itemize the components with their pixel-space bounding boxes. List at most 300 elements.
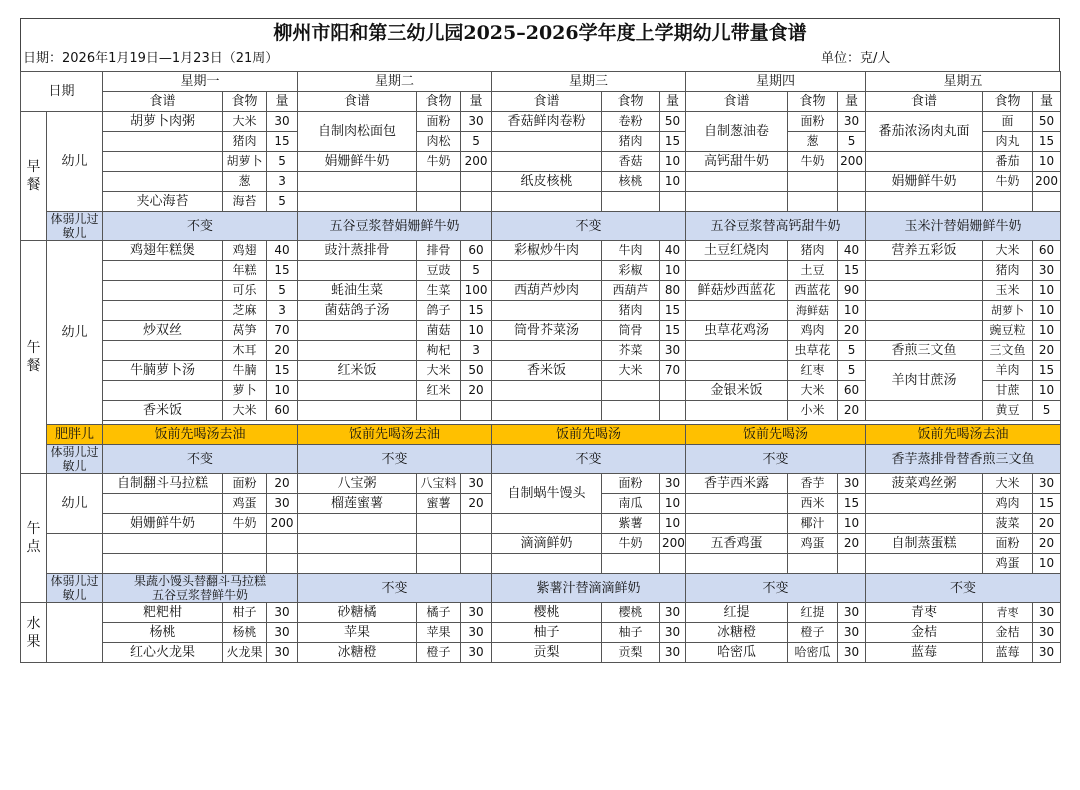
empty-cell bbox=[298, 534, 417, 554]
day-thu: 星期四 bbox=[686, 72, 866, 92]
food: 香芋 bbox=[788, 474, 838, 494]
food: 芥菜 bbox=[602, 341, 660, 361]
day-header-row bbox=[21, 72, 1061, 92]
qty: 15 bbox=[660, 301, 686, 321]
weak-note: 玉米汁替娟姗鲜牛奶 bbox=[866, 212, 1061, 241]
food: 葱 bbox=[223, 172, 267, 192]
dish: 八宝粥 bbox=[298, 474, 417, 494]
weak-group: 体弱儿过敏儿 bbox=[47, 212, 103, 241]
breakfast-label: 早餐 bbox=[21, 112, 47, 241]
food: 哈密瓜 bbox=[788, 643, 838, 663]
weak-note: 不变 bbox=[686, 574, 866, 603]
empty-cell bbox=[103, 381, 223, 401]
food: 面 bbox=[983, 112, 1033, 132]
weak-note-mon bbox=[103, 574, 298, 603]
dish: 蓝莓 bbox=[866, 643, 983, 663]
food: 青枣 bbox=[983, 603, 1033, 623]
food: 豌豆粒 bbox=[983, 321, 1033, 341]
empty-cell bbox=[298, 261, 417, 281]
qty: 10 bbox=[461, 321, 492, 341]
food: 牛肉 bbox=[602, 241, 660, 261]
empty-cell bbox=[492, 261, 602, 281]
empty-cell bbox=[686, 172, 788, 192]
qty: 10 bbox=[267, 381, 298, 401]
empty-cell bbox=[417, 401, 461, 421]
empty-cell bbox=[866, 321, 983, 341]
qty: 30 bbox=[1033, 474, 1061, 494]
weak-note: 紫薯汁替滴滴鲜奶 bbox=[492, 574, 686, 603]
food: 黄豆 bbox=[983, 401, 1033, 421]
date-header: 日期 bbox=[21, 72, 103, 112]
subheader bbox=[20, 47, 1060, 71]
obese-note: 饭前先喝汤 bbox=[492, 425, 686, 445]
dish: 高钙甜牛奶 bbox=[686, 152, 788, 172]
dish: 土豆红烧肉 bbox=[686, 241, 788, 261]
lunch-label: 午餐 bbox=[21, 241, 47, 474]
food: 甘蔗 bbox=[983, 381, 1033, 401]
empty-cell bbox=[461, 192, 492, 212]
empty-cell bbox=[298, 554, 417, 574]
qty: 90 bbox=[838, 281, 866, 301]
empty-cell bbox=[461, 534, 492, 554]
dish: 菠菜鸡丝粥 bbox=[866, 474, 983, 494]
food: 西米 bbox=[788, 494, 838, 514]
qty: 10 bbox=[838, 301, 866, 321]
food: 核桃 bbox=[602, 172, 660, 192]
col-food: 食物 bbox=[788, 92, 838, 112]
food: 柚子 bbox=[602, 623, 660, 643]
food: 牛腩 bbox=[223, 361, 267, 381]
dish: 娟姗鲜牛奶 bbox=[103, 514, 223, 534]
food: 鸽子 bbox=[417, 301, 461, 321]
dish: 贡梨 bbox=[492, 643, 602, 663]
qty: 15 bbox=[1033, 132, 1061, 152]
day-fri: 星期五 bbox=[866, 72, 1061, 92]
obese-note: 饭前先喝汤去油 bbox=[866, 425, 1061, 445]
food: 牛奶 bbox=[788, 152, 838, 172]
qty: 30 bbox=[660, 603, 686, 623]
qty: 5 bbox=[461, 132, 492, 152]
obese-group: 肥胖儿 bbox=[47, 425, 103, 445]
col-recipe: 食谱 bbox=[103, 92, 223, 112]
dish: 金银米饭 bbox=[686, 381, 788, 401]
qty: 15 bbox=[1033, 361, 1061, 381]
food: 土豆 bbox=[788, 261, 838, 281]
empty-cell bbox=[492, 554, 602, 574]
empty-cell bbox=[492, 152, 602, 172]
dish: 纸皮核桃 bbox=[492, 172, 602, 192]
weak-note: 不变 bbox=[298, 574, 492, 603]
qty: 3 bbox=[461, 341, 492, 361]
qty: 30 bbox=[838, 112, 866, 132]
empty-cell bbox=[417, 172, 461, 192]
food: 牛奶 bbox=[983, 172, 1033, 192]
food: 鸡肉 bbox=[983, 494, 1033, 514]
qty: 20 bbox=[838, 534, 866, 554]
qty: 30 bbox=[267, 643, 298, 663]
food: 虫草花 bbox=[788, 341, 838, 361]
dish: 胡萝卜肉粥 bbox=[103, 112, 223, 132]
empty-cell bbox=[838, 172, 866, 192]
weak-group: 体弱儿过敏儿 bbox=[47, 574, 103, 603]
col-qty: 量 bbox=[660, 92, 686, 112]
dish: 牛腩萝卜汤 bbox=[103, 361, 223, 381]
empty-cell bbox=[103, 172, 223, 192]
food: 面粉 bbox=[417, 112, 461, 132]
qty: 20 bbox=[267, 474, 298, 494]
dish: 自制蒸蛋糕 bbox=[866, 534, 983, 554]
empty-cell bbox=[417, 554, 461, 574]
qty: 20 bbox=[461, 494, 492, 514]
food: 莴笋 bbox=[223, 321, 267, 341]
food: 木耳 bbox=[223, 341, 267, 361]
qty: 15 bbox=[267, 261, 298, 281]
qty: 20 bbox=[1033, 341, 1061, 361]
day-wed: 星期三 bbox=[492, 72, 686, 92]
dish: 滴滴鲜奶 bbox=[492, 534, 602, 554]
col-food: 食物 bbox=[983, 92, 1033, 112]
food: 海鲜菇 bbox=[788, 301, 838, 321]
qty: 20 bbox=[267, 341, 298, 361]
qty: 50 bbox=[1033, 112, 1061, 132]
qty: 5 bbox=[838, 341, 866, 361]
food: 面粉 bbox=[223, 474, 267, 494]
empty-cell bbox=[686, 401, 788, 421]
dish: 粑粑柑 bbox=[103, 603, 223, 623]
empty-cell bbox=[686, 554, 788, 574]
food: 排骨 bbox=[417, 241, 461, 261]
qty: 15 bbox=[660, 132, 686, 152]
empty-cell bbox=[866, 494, 983, 514]
weak-note-line: 五谷豆浆替鲜牛奶 bbox=[152, 588, 249, 602]
food: 杨桃 bbox=[223, 623, 267, 643]
qty: 30 bbox=[267, 494, 298, 514]
food: 鸡肉 bbox=[788, 321, 838, 341]
empty-cell bbox=[788, 192, 838, 212]
food: 面粉 bbox=[602, 474, 660, 494]
qty: 15 bbox=[461, 301, 492, 321]
food: 可乐 bbox=[223, 281, 267, 301]
empty-cell bbox=[788, 554, 838, 574]
dish: 樱桃 bbox=[492, 603, 602, 623]
empty-cell bbox=[267, 534, 298, 554]
food: 胡萝卜 bbox=[223, 152, 267, 172]
qty: 10 bbox=[660, 494, 686, 514]
dish: 香米饭 bbox=[103, 401, 223, 421]
dish: 柚子 bbox=[492, 623, 602, 643]
qty: 40 bbox=[267, 241, 298, 261]
qty: 3 bbox=[267, 172, 298, 192]
qty: 15 bbox=[267, 132, 298, 152]
dish: 红提 bbox=[686, 603, 788, 623]
qty: 10 bbox=[1033, 281, 1061, 301]
food: 牛奶 bbox=[417, 152, 461, 172]
empty-cell bbox=[983, 192, 1033, 212]
qty: 30 bbox=[660, 341, 686, 361]
qty: 30 bbox=[1033, 643, 1061, 663]
qty: 20 bbox=[1033, 514, 1061, 534]
qty: 50 bbox=[660, 112, 686, 132]
food: 香菇 bbox=[602, 152, 660, 172]
food: 面粉 bbox=[788, 112, 838, 132]
food: 海苔 bbox=[223, 192, 267, 212]
empty-cell bbox=[103, 261, 223, 281]
dish: 青枣 bbox=[866, 603, 983, 623]
snack-row bbox=[21, 474, 1061, 494]
qty: 10 bbox=[660, 152, 686, 172]
food: 鸡蛋 bbox=[788, 534, 838, 554]
snack-label: 午点 bbox=[21, 474, 47, 603]
qty: 10 bbox=[660, 514, 686, 534]
lunch-row bbox=[21, 281, 1061, 301]
lunch-row bbox=[21, 301, 1061, 321]
col-recipe: 食谱 bbox=[866, 92, 983, 112]
empty-cell bbox=[660, 401, 686, 421]
col-food: 食物 bbox=[417, 92, 461, 112]
empty-cell bbox=[492, 514, 602, 534]
food: 猪肉 bbox=[788, 241, 838, 261]
child-group: 幼儿 bbox=[47, 112, 103, 212]
qty: 200 bbox=[660, 534, 686, 554]
food: 蜜薯 bbox=[417, 494, 461, 514]
empty-cell bbox=[866, 401, 983, 421]
food: 红提 bbox=[788, 603, 838, 623]
empty-cell bbox=[686, 301, 788, 321]
weak-note: 五谷豆浆替娟姗鲜牛奶 bbox=[298, 212, 492, 241]
empty-cell bbox=[103, 534, 223, 554]
food: 紫薯 bbox=[602, 514, 660, 534]
dish: 榴莲蜜薯 bbox=[298, 494, 417, 514]
snack-row bbox=[21, 514, 1061, 534]
food: 贡梨 bbox=[602, 643, 660, 663]
food: 牛奶 bbox=[602, 534, 660, 554]
child-group: 幼儿 bbox=[47, 474, 103, 534]
snack-row bbox=[21, 554, 1061, 574]
empty-cell bbox=[103, 281, 223, 301]
qty: 30 bbox=[267, 623, 298, 643]
qty: 5 bbox=[838, 361, 866, 381]
qty: 30 bbox=[660, 474, 686, 494]
empty-cell bbox=[492, 301, 602, 321]
menu-table bbox=[20, 71, 1061, 663]
food: 猪肉 bbox=[602, 132, 660, 152]
qty: 20 bbox=[1033, 534, 1061, 554]
empty-cell bbox=[461, 401, 492, 421]
col-qty: 量 bbox=[838, 92, 866, 112]
empty-cell bbox=[838, 554, 866, 574]
col-food: 食物 bbox=[602, 92, 660, 112]
food: 西蓝花 bbox=[788, 281, 838, 301]
qty: 10 bbox=[1033, 301, 1061, 321]
food: 番茄 bbox=[983, 152, 1033, 172]
dish: 冰糖橙 bbox=[686, 623, 788, 643]
dish: 营养五彩饭 bbox=[866, 241, 983, 261]
food: 鸡翅 bbox=[223, 241, 267, 261]
dish: 彩椒炒牛肉 bbox=[492, 241, 602, 261]
qty: 200 bbox=[461, 152, 492, 172]
qty: 20 bbox=[838, 321, 866, 341]
col-qty: 量 bbox=[461, 92, 492, 112]
qty: 20 bbox=[838, 401, 866, 421]
dish: 红米饭 bbox=[298, 361, 417, 381]
qty: 5 bbox=[267, 281, 298, 301]
empty-cell bbox=[492, 132, 602, 152]
qty: 60 bbox=[1033, 241, 1061, 261]
food: 猪肉 bbox=[983, 261, 1033, 281]
qty: 40 bbox=[838, 241, 866, 261]
empty-cell bbox=[267, 554, 298, 574]
food: 八宝料 bbox=[417, 474, 461, 494]
food: 筒骨 bbox=[602, 321, 660, 341]
col-qty: 量 bbox=[267, 92, 298, 112]
dish: 虫草花鸡汤 bbox=[686, 321, 788, 341]
dish: 自制肉松面包 bbox=[298, 112, 417, 152]
empty-cell bbox=[492, 341, 602, 361]
food: 鸡蛋 bbox=[983, 554, 1033, 574]
lunch-row bbox=[21, 321, 1061, 341]
qty: 30 bbox=[838, 643, 866, 663]
empty-cell bbox=[103, 494, 223, 514]
qty: 70 bbox=[267, 321, 298, 341]
qty: 10 bbox=[660, 172, 686, 192]
weak-note: 不变 bbox=[866, 574, 1061, 603]
dish: 哈密瓜 bbox=[686, 643, 788, 663]
fruit-row bbox=[21, 623, 1061, 643]
dish: 砂糖橘 bbox=[298, 603, 417, 623]
empty-cell bbox=[461, 172, 492, 192]
qty: 30 bbox=[461, 603, 492, 623]
weak-note: 不变 bbox=[103, 212, 298, 241]
dish: 杨桃 bbox=[103, 623, 223, 643]
food: 玉米 bbox=[983, 281, 1033, 301]
food: 西葫芦 bbox=[602, 281, 660, 301]
food: 牛奶 bbox=[223, 514, 267, 534]
dish: 西葫芦炒肉 bbox=[492, 281, 602, 301]
qty: 70 bbox=[660, 361, 686, 381]
qty: 60 bbox=[838, 381, 866, 401]
dish: 冰糖橙 bbox=[298, 643, 417, 663]
col-recipe: 食谱 bbox=[298, 92, 417, 112]
empty-cell bbox=[47, 534, 103, 574]
food: 大米 bbox=[788, 381, 838, 401]
qty: 30 bbox=[267, 603, 298, 623]
empty-cell bbox=[866, 554, 983, 574]
empty-cell bbox=[686, 361, 788, 381]
weak-note: 香芋蒸排骨替香煎三文鱼 bbox=[866, 445, 1061, 474]
qty: 30 bbox=[660, 623, 686, 643]
unit-label: 单位：克/人 bbox=[821, 51, 891, 66]
obese-note: 饭前先喝汤 bbox=[686, 425, 866, 445]
empty-cell bbox=[866, 261, 983, 281]
food: 卷粉 bbox=[602, 112, 660, 132]
empty-cell bbox=[866, 514, 983, 534]
food: 红米 bbox=[417, 381, 461, 401]
weak-group: 体弱儿过敏儿 bbox=[47, 445, 103, 474]
qty: 50 bbox=[461, 361, 492, 381]
lunch-row bbox=[21, 361, 1061, 381]
qty: 5 bbox=[461, 261, 492, 281]
dish: 香芋西米露 bbox=[686, 474, 788, 494]
qty: 200 bbox=[1033, 172, 1061, 192]
empty-cell bbox=[298, 341, 417, 361]
empty-cell bbox=[686, 514, 788, 534]
food: 火龙果 bbox=[223, 643, 267, 663]
empty-cell bbox=[103, 301, 223, 321]
qty: 10 bbox=[660, 261, 686, 281]
fruit-row bbox=[21, 603, 1061, 623]
food: 萝卜 bbox=[223, 381, 267, 401]
qty: 15 bbox=[838, 494, 866, 514]
dish: 豉汁蒸排骨 bbox=[298, 241, 417, 261]
food: 三文鱼 bbox=[983, 341, 1033, 361]
qty: 15 bbox=[838, 261, 866, 281]
food: 生菜 bbox=[417, 281, 461, 301]
dish: 苹果 bbox=[298, 623, 417, 643]
weak-note: 不变 bbox=[492, 212, 686, 241]
food: 橘子 bbox=[417, 603, 461, 623]
empty-cell bbox=[223, 534, 267, 554]
fruit-row bbox=[21, 643, 1061, 663]
qty: 60 bbox=[267, 401, 298, 421]
empty-cell bbox=[298, 192, 417, 212]
food: 小米 bbox=[788, 401, 838, 421]
dish: 红心火龙果 bbox=[103, 643, 223, 663]
qty: 20 bbox=[461, 381, 492, 401]
empty-cell bbox=[417, 514, 461, 534]
empty-cell bbox=[298, 321, 417, 341]
dish: 五香鸡蛋 bbox=[686, 534, 788, 554]
qty: 10 bbox=[838, 514, 866, 534]
lunch-obese-row bbox=[21, 425, 1061, 445]
empty-cell bbox=[47, 603, 103, 663]
qty: 30 bbox=[1033, 623, 1061, 643]
empty-cell bbox=[103, 554, 223, 574]
day-mon: 星期一 bbox=[103, 72, 298, 92]
qty: 30 bbox=[1033, 603, 1061, 623]
qty: 15 bbox=[1033, 494, 1061, 514]
dish: 娟姗鲜牛奶 bbox=[298, 152, 417, 172]
weak-note: 不变 bbox=[298, 445, 492, 474]
empty-cell bbox=[838, 192, 866, 212]
empty-cell bbox=[492, 192, 602, 212]
col-recipe: 食谱 bbox=[686, 92, 788, 112]
food: 菌菇 bbox=[417, 321, 461, 341]
empty-cell bbox=[602, 192, 660, 212]
qty: 80 bbox=[660, 281, 686, 301]
page-title: 柳州市阳和第三幼儿园2025–2026学年度上学期幼儿带量食谱 bbox=[20, 18, 1060, 47]
empty-cell bbox=[417, 534, 461, 554]
empty-cell bbox=[660, 554, 686, 574]
qty: 100 bbox=[461, 281, 492, 301]
food: 猪肉 bbox=[602, 301, 660, 321]
dish: 番茄浓汤肉丸面 bbox=[866, 112, 983, 152]
food: 蓝莓 bbox=[983, 643, 1033, 663]
empty-cell bbox=[492, 401, 602, 421]
col-recipe: 食谱 bbox=[492, 92, 602, 112]
dish: 蚝油生菜 bbox=[298, 281, 417, 301]
empty-cell bbox=[660, 192, 686, 212]
dish: 金桔 bbox=[866, 623, 983, 643]
qty: 30 bbox=[838, 474, 866, 494]
qty: 200 bbox=[838, 152, 866, 172]
empty-cell bbox=[492, 381, 602, 401]
dish: 香菇鲜肉卷粉 bbox=[492, 112, 602, 132]
food: 橙子 bbox=[788, 623, 838, 643]
food: 豆豉 bbox=[417, 261, 461, 281]
dish: 夹心海苔 bbox=[103, 192, 223, 212]
lunch-row bbox=[21, 401, 1061, 421]
lunch-row bbox=[21, 341, 1061, 361]
